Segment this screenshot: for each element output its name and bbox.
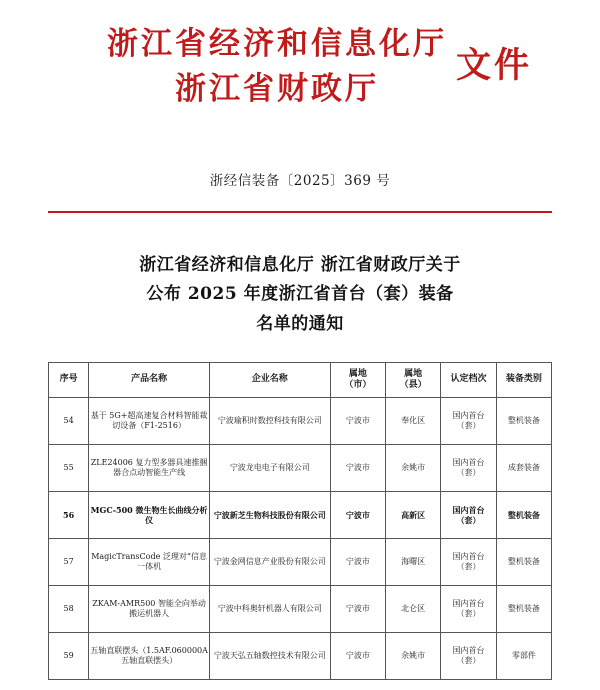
cell-no: 54 (49, 397, 89, 444)
cell-product: ZKAM-AMR500 智能全向举动搬运机器人 (89, 585, 210, 632)
table-row (49, 397, 552, 444)
cell-product: 基于 5G+超高速复合材料智能裁切设备（F1-2516） (89, 397, 210, 444)
red-divider-rule (48, 211, 552, 213)
cell-type: 整机装备 (496, 538, 551, 585)
table-header-level: 认定档次 (441, 362, 496, 397)
cell-type: 零部件 (496, 632, 551, 679)
page-title-line-2: 公布 2025 年度浙江省首台（套）装备 (146, 284, 454, 305)
cell-enterprise: 宁波天弘五轴数控技术有限公司 (209, 632, 330, 679)
cell-no: 59 (49, 632, 89, 679)
cell-county: 余姚市 (386, 632, 441, 679)
table-header-row (49, 362, 552, 397)
equipment-list-table-wrapper (48, 362, 552, 680)
table-header-product: 产品名称 (89, 362, 210, 397)
cell-enterprise: 宁波中科奥轩机器人有限公司 (209, 585, 330, 632)
cell-product: MGC-500 微生物生长曲线分析仪 (89, 491, 210, 538)
table-row (49, 632, 552, 679)
cell-level: 国内首台 （套） (441, 538, 496, 585)
cell-level: 国内首台 （套） (441, 585, 496, 632)
cell-product: 五轴直联摆头（1.5AF.060000A 五轴直联摆头） (89, 632, 210, 679)
cell-type: 整机装备 (496, 585, 551, 632)
page-title-line-3: 名单的通知 (256, 314, 344, 335)
cell-county: 海曙区 (386, 538, 441, 585)
table-header-county: 属地 （县） (386, 362, 441, 397)
cell-enterprise: 宁波瑜积时数控科技有限公司 (209, 397, 330, 444)
cell-county: 北仑区 (386, 585, 441, 632)
cell-city: 宁波市 (330, 491, 385, 538)
cell-level: 国内首台 （套） (441, 397, 496, 444)
masthead-line-1: 浙江省经济和信息化厅 (107, 26, 447, 62)
cell-type: 成套装备 (496, 444, 551, 491)
cell-county: 高新区 (386, 491, 441, 538)
cell-level: 国内首台 （套） (441, 632, 496, 679)
table-row (49, 538, 552, 585)
cell-type: 整机装备 (496, 397, 551, 444)
cell-city: 宁波市 (330, 632, 385, 679)
cell-county: 奉化区 (386, 397, 441, 444)
cell-city: 宁波市 (330, 538, 385, 585)
cell-no: 58 (49, 585, 89, 632)
cell-no: 55 (49, 444, 89, 491)
cell-type: 整机装备 (496, 491, 551, 538)
cell-enterprise: 宁波新芝生物科技股份有限公司 (209, 491, 330, 538)
cell-city: 宁波市 (330, 397, 385, 444)
cell-no: 56 (49, 491, 89, 538)
page-title (48, 251, 552, 340)
table-header-enterprise: 企业名称 (209, 362, 330, 397)
table-header-no: 序号 (49, 362, 89, 397)
cell-product: ZLE24006 复力型多器具速推捆器合点动智能生产线 (89, 444, 210, 491)
page-title-line-1: 浙江省经济和信息化厅 浙江省财政厅关于 (139, 254, 461, 275)
cell-level: 国内首台 （套） (441, 491, 496, 538)
cell-city: 宁波市 (330, 444, 385, 491)
document-number: 浙经信装备〔2025〕369 号 (209, 172, 391, 189)
cell-county: 余姚市 (386, 444, 441, 491)
table-header-type: 装备类别 (496, 362, 551, 397)
masthead (48, 0, 552, 109)
cell-product: MagicTransCode 泛理对“信息一体机 (89, 538, 210, 585)
cell-enterprise: 宁波金网信息产业股份有限公司 (209, 538, 330, 585)
cell-level: 国内首台 （套） (441, 444, 496, 491)
cell-no: 57 (49, 538, 89, 585)
table-row-highlighted (49, 491, 552, 538)
masthead-wenjian-label: 文件 (455, 45, 532, 86)
masthead-line-2: 浙江省财政厅 (175, 70, 379, 107)
table-row (49, 444, 552, 491)
table-row (49, 585, 552, 632)
cell-city: 宁波市 (330, 585, 385, 632)
table-header-city: 属地 （市） (330, 362, 385, 397)
equipment-list-table (48, 362, 552, 680)
cell-enterprise: 宁波龙电电子有限公司 (209, 444, 330, 491)
